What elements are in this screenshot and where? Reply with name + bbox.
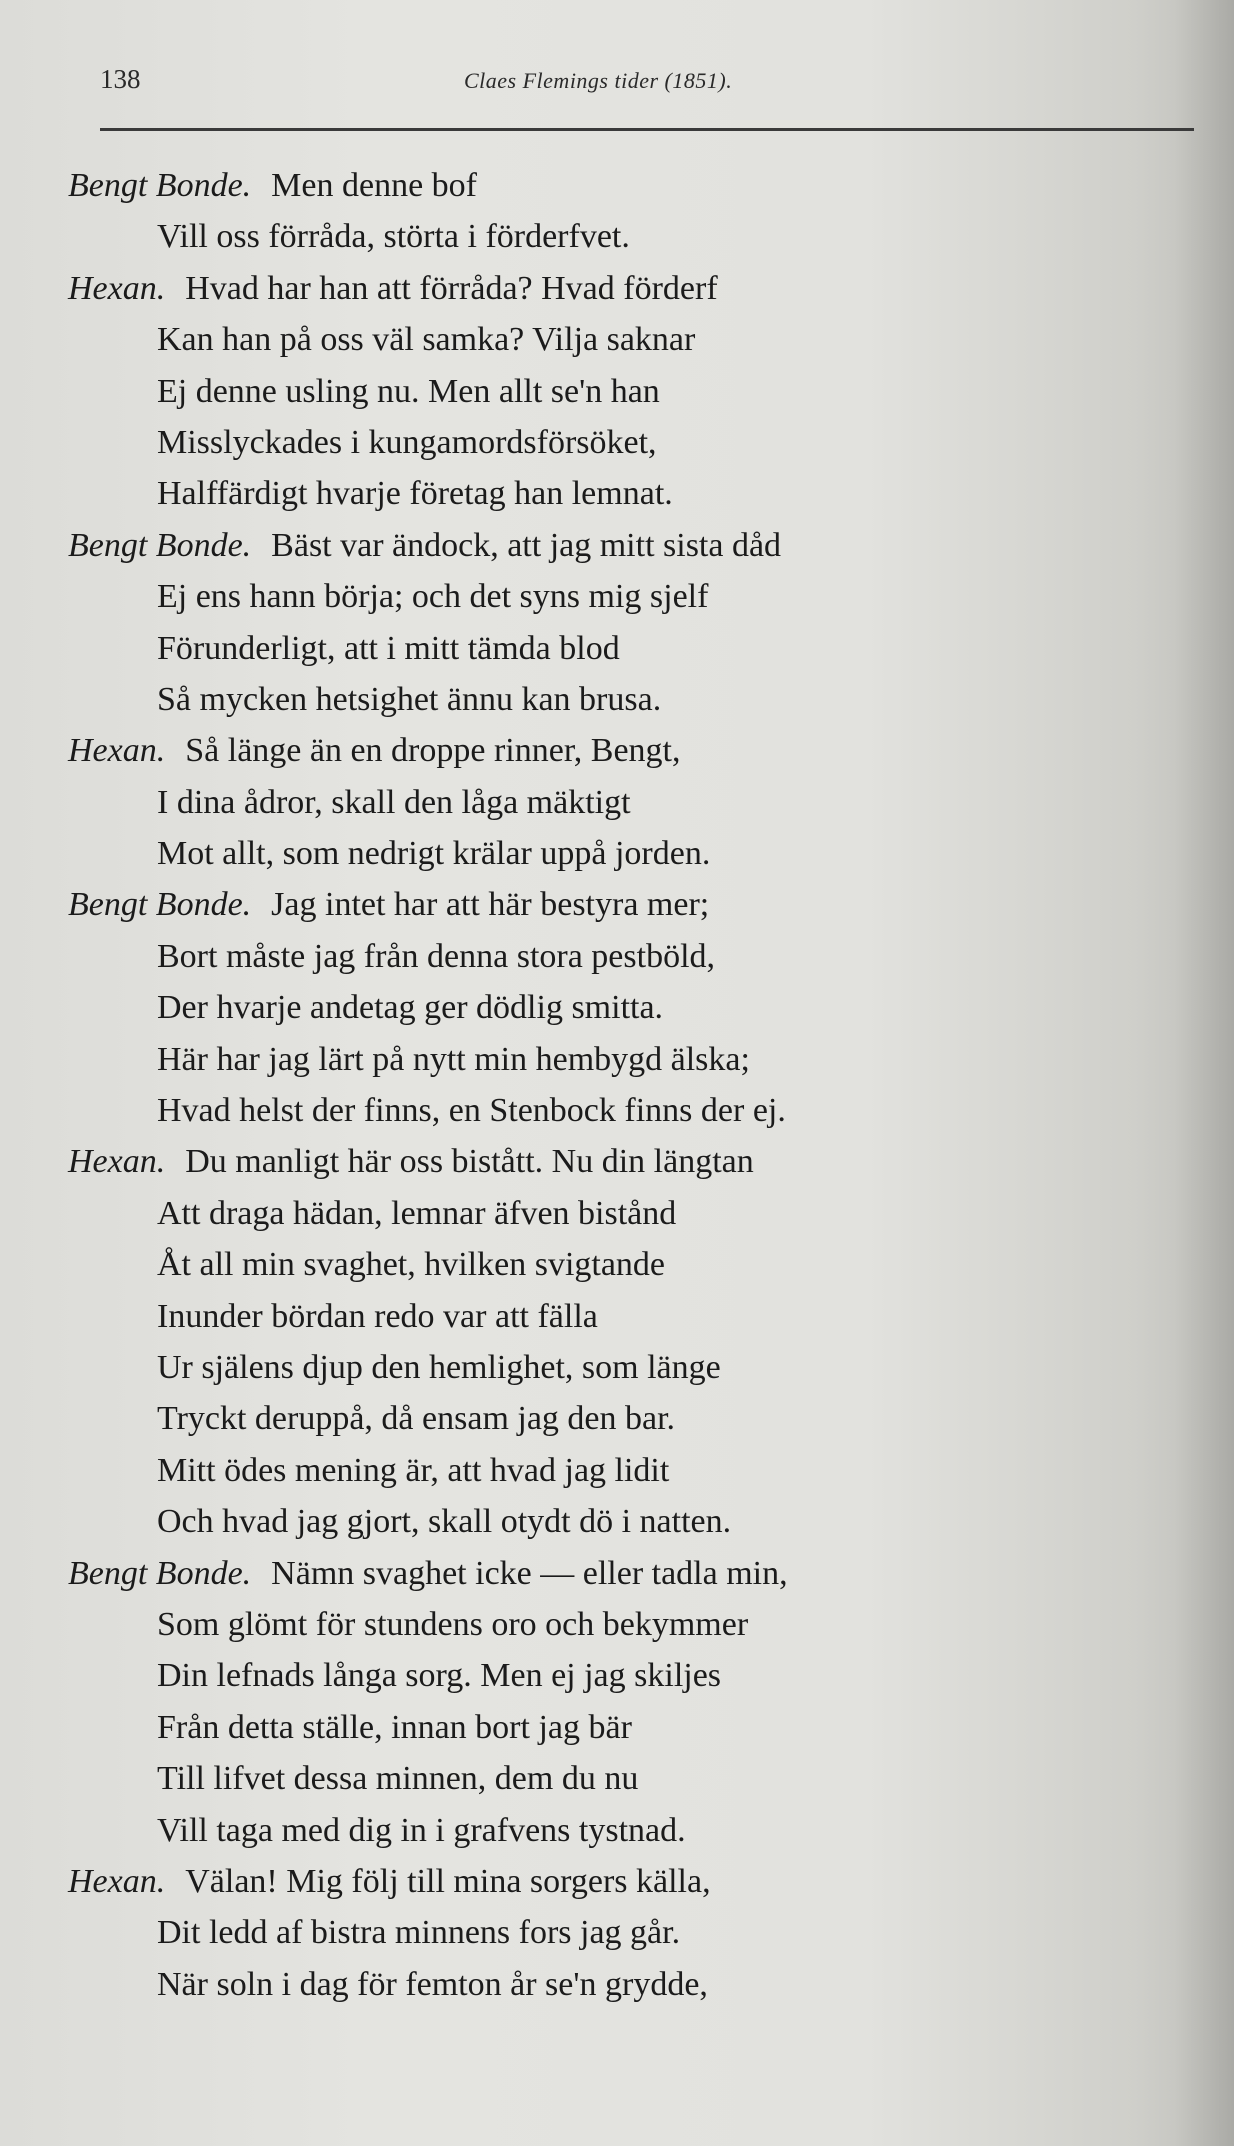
- text-line: [0, 160, 1200, 211]
- speaker-name: Hexan.: [68, 269, 166, 307]
- dialogue-text: Mot allt, som nedrigt krälar uppå jorden.: [157, 835, 711, 873]
- dialogue-text: Här har jag lärt på nytt min hembygd älska;: [157, 1040, 750, 1078]
- dialogue-text: Du manligt här oss bistått. Nu din längtan: [185, 1143, 754, 1181]
- text-line: [0, 777, 1200, 828]
- dialogue-text: Att draga hädan, lemnar äfven bistånd: [157, 1194, 677, 1232]
- text-line: [0, 1856, 1200, 1907]
- dialogue-text: Misslyckades i kungamordsförsöket,: [157, 423, 657, 461]
- dialogue-text: Välan! Mig följ till mina sorgers källa,: [185, 1862, 711, 1900]
- speaker-name: Bengt Bonde.: [68, 167, 252, 204]
- text-line: [0, 1342, 1200, 1393]
- text-line: [0, 263, 1200, 314]
- dialogue-text: Bäst var ändock, att jag mitt sista dåd: [271, 526, 782, 564]
- text-line: [0, 1445, 1200, 1496]
- dialogue-text: Ej denne usling nu. Men allt se'n han: [157, 372, 660, 410]
- running-head: [100, 62, 1190, 102]
- text-line: [0, 1393, 1200, 1444]
- text-line: [0, 468, 1200, 519]
- speaker-name: Bengt Bonde.: [68, 526, 252, 564]
- text-line: [0, 1959, 1200, 2010]
- speaker-name: Hexan.: [68, 1862, 166, 1900]
- text-line: [0, 314, 1200, 365]
- text-line: [0, 623, 1200, 674]
- dialogue-text: Din lefnads långa sorg. Men ej jag skiljes: [157, 1657, 722, 1695]
- dialogue-text: Så länge än en droppe rinner, Bengt,: [185, 732, 681, 770]
- dialogue-text: Förunderligt, att i mitt tämda blod: [157, 629, 620, 667]
- dialogue-text: Men denne bof: [271, 167, 477, 204]
- dialogue-text: Och hvad jag gjort, skall otydt dö i natten.: [157, 1503, 732, 1541]
- text-line: [0, 1291, 1200, 1342]
- text-line: [0, 931, 1200, 982]
- text-line: [0, 1548, 1200, 1599]
- text-line: [0, 1805, 1200, 1856]
- text-line: [0, 1753, 1200, 1804]
- dialogue-text: Från detta ställe, innan bort jag bär: [157, 1708, 632, 1746]
- text-line: [0, 1702, 1200, 1753]
- speaker-name: Bengt Bonde.: [68, 886, 252, 924]
- text-line: [0, 1085, 1200, 1136]
- dialogue-text: Der hvarje andetag ger dödlig smitta.: [157, 989, 664, 1027]
- text-line: [0, 1907, 1200, 1958]
- dialogue-text: Ur själens djup den hemlighet, som länge: [157, 1348, 721, 1386]
- text-line: [0, 879, 1200, 930]
- dialogue-text: Tryckt deruppå, då ensam jag den bar.: [157, 1400, 676, 1438]
- dialogue-text: Inunder bördan redo var att fälla: [157, 1297, 598, 1335]
- speaker-name: Hexan.: [68, 732, 166, 770]
- dialogue-text: Vill oss förråda, störta i förderfvet.: [157, 218, 630, 256]
- play-text: [0, 160, 1200, 2010]
- dialogue-text: Hvad har han att förråda? Hvad förderf: [185, 269, 718, 307]
- dialogue-text: Ej ens hann börja; och det syns mig sjelf: [157, 578, 709, 616]
- text-line: [0, 366, 1200, 417]
- text-line: [0, 828, 1200, 879]
- dialogue-text: När soln i dag för femton år se'n grydde,: [157, 1965, 708, 2003]
- text-line: [0, 520, 1200, 571]
- text-line: [0, 982, 1200, 1033]
- dialogue-text: Som glömt för stundens oro och bekymmer: [157, 1605, 749, 1643]
- dialogue-text: Till lifvet dessa minnen, dem du nu: [157, 1760, 639, 1798]
- speaker-name: Hexan.: [68, 1143, 166, 1181]
- text-line: [0, 1034, 1200, 1085]
- dialogue-text: Halffärdigt hvarje företag han lemnat.: [157, 475, 673, 513]
- dialogue-text: Bort måste jag från denna stora pestböld,: [157, 937, 716, 975]
- dialogue-text: Kan han på oss väl samka? Vilja saknar: [157, 321, 696, 359]
- text-line: [0, 417, 1200, 468]
- text-line: [0, 1188, 1200, 1239]
- dialogue-text: Mitt ödes mening är, att hvad jag lidit: [157, 1451, 670, 1489]
- dialogue-text: Jag intet har att här bestyra mer;: [271, 886, 710, 924]
- dialogue-text: Så mycken hetsighet ännu kan brusa.: [157, 680, 662, 718]
- dialogue-text: I dina ådror, skall den låga mäktigt: [157, 783, 631, 821]
- dialogue-text: Åt all min svaghet, hvilken svigtande: [157, 1246, 666, 1284]
- text-line: [0, 1650, 1200, 1701]
- text-line: [0, 1599, 1200, 1650]
- running-title: Claes Flemings tider (1851).: [464, 68, 733, 93]
- dialogue-text: Nämn svaghet icke — eller tadla min,: [271, 1554, 788, 1592]
- page-number: 138: [100, 64, 141, 94]
- text-line: [0, 674, 1200, 725]
- text-line: [0, 1136, 1200, 1187]
- header-rule: [100, 128, 1194, 131]
- dialogue-text: Hvad helst der finns, en Stenbock finns der ej.: [157, 1092, 786, 1130]
- text-line: [0, 571, 1200, 622]
- dialogue-text: Dit ledd af bistra minnens fors jag går.: [157, 1914, 681, 1952]
- speaker-name: Bengt Bonde.: [68, 1554, 252, 1592]
- text-line: [0, 1496, 1200, 1547]
- text-line: [0, 211, 1200, 262]
- text-line: [0, 1239, 1200, 1290]
- text-line: [0, 725, 1200, 776]
- dialogue-text: Vill taga med dig in i grafvens tystnad.: [157, 1811, 686, 1849]
